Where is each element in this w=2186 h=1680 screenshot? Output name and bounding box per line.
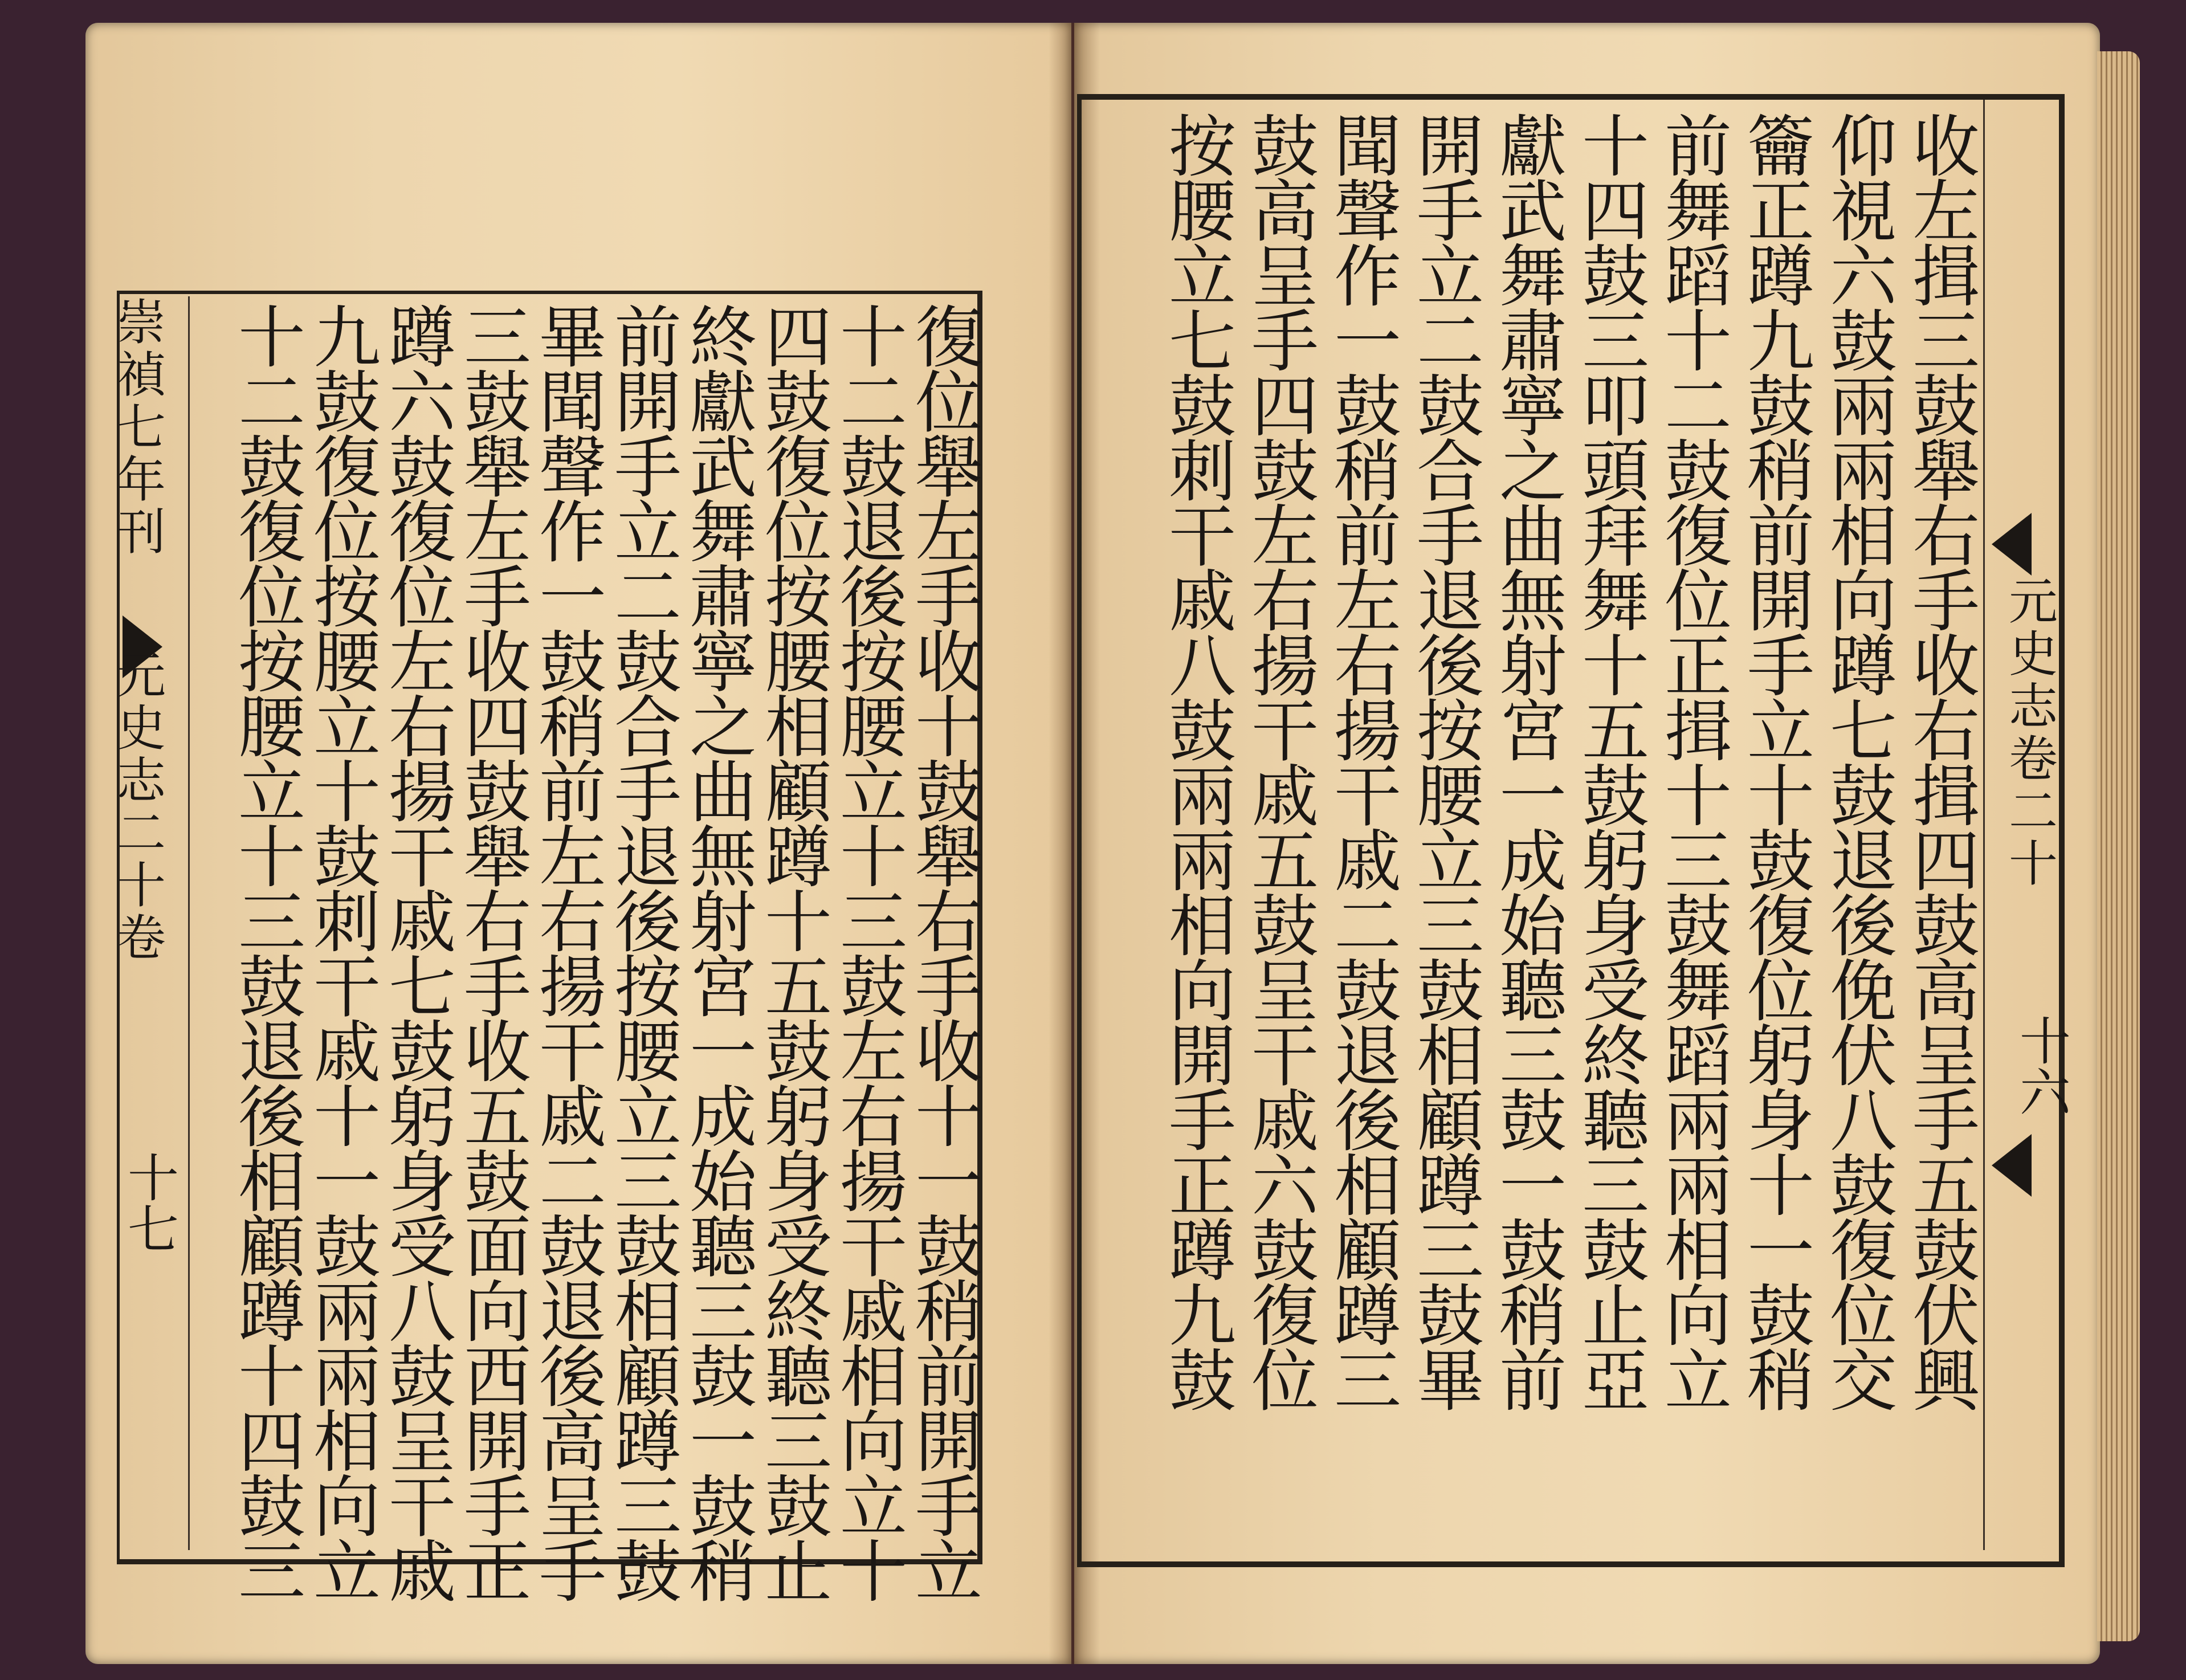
left-column-rule [188, 296, 190, 1550]
left-margin-title: 元史志二十卷 [108, 650, 165, 964]
right-margin-title: 元史志卷二十 [2000, 576, 2057, 890]
left-col-7: 三鼓舉左手收四鼓舉右手收五鼓面向西開手正 [452, 302, 531, 1601]
left-col-1: 復位舉左手收十鼓舉右手收十一鼓稍前開手立 [904, 302, 982, 1601]
right-fishtail-mark-bottom [1992, 1134, 2032, 1197]
left-col-2: 十二鼓退後按腰立十三鼓左右揚干戚相向立十 [829, 302, 907, 1601]
left-col-10: 十二鼓復位按腰立十三鼓退後相顧蹲十四鼓三 [227, 302, 305, 1601]
right-col-5: 十四鼓三叩頭拜舞十五鼓躬身受終聽三鼓止亞 [1571, 111, 1649, 1410]
right-col-6: 獻武舞肅寧之曲無射宮一成始聽三鼓一鼓稍前 [1488, 111, 1567, 1410]
right-col-3: 籥正蹲九鼓稍前開手立十鼓復位躬身十一鼓稍 [1736, 111, 1814, 1410]
left-col-5: 前開手立二鼓合手退後按腰立三鼓相顧蹲三鼓 [603, 302, 682, 1601]
left-margin-column: 崇禎七年刊 [108, 296, 165, 558]
right-fishtail-mark-top [1992, 513, 2032, 576]
right-column-rule [1983, 100, 1985, 1550]
right-col-2: 仰視六鼓兩兩相向蹲七鼓退後俛伏八鼓復位交 [1818, 111, 1897, 1410]
right-col-4: 前舞蹈十二鼓復位正揖十三鼓舞蹈兩兩相向立 [1653, 111, 1732, 1410]
left-col-8: 蹲六鼓復位左右揚干戚七鼓躬身受八鼓呈干戚 [377, 302, 456, 1601]
left-col-3: 四鼓復位按腰相顧蹲十五鼓躬身受終聽三鼓止 [753, 302, 832, 1601]
right-col-8: 聞聲作一鼓稍前左右揚干戚二鼓退後相顧蹲三 [1323, 111, 1401, 1410]
page-edges [2097, 51, 2140, 1641]
right-col-10: 按腰立七鼓刺干戚八鼓兩兩相向開手正蹲九鼓 [1157, 111, 1236, 1410]
left-page-number: 十七 [119, 1151, 178, 1254]
right-page-number: 十六 [2010, 1014, 2070, 1117]
right-col-1: 收左揖三鼓舉右手收右揖四鼓高呈手五鼓伏興 [1901, 111, 1980, 1410]
left-col-6: 畢聞聲作一鼓稍前左右揚干戚二鼓退後高呈手 [528, 302, 606, 1601]
right-col-9: 鼓高呈手四鼓左右揚干戚五鼓呈干戚六鼓復位 [1240, 111, 1319, 1410]
right-col-7: 開手立二鼓合手退後按腰立三鼓相顧蹲三鼓畢 [1405, 111, 1484, 1410]
left-col-9: 九鼓復位按腰立十鼓刺干戚十一鼓兩兩相向立 [302, 302, 381, 1601]
left-col-4: 終獻武舞肅寧之曲無射宮一成始聽三鼓一鼓稍 [678, 302, 757, 1601]
